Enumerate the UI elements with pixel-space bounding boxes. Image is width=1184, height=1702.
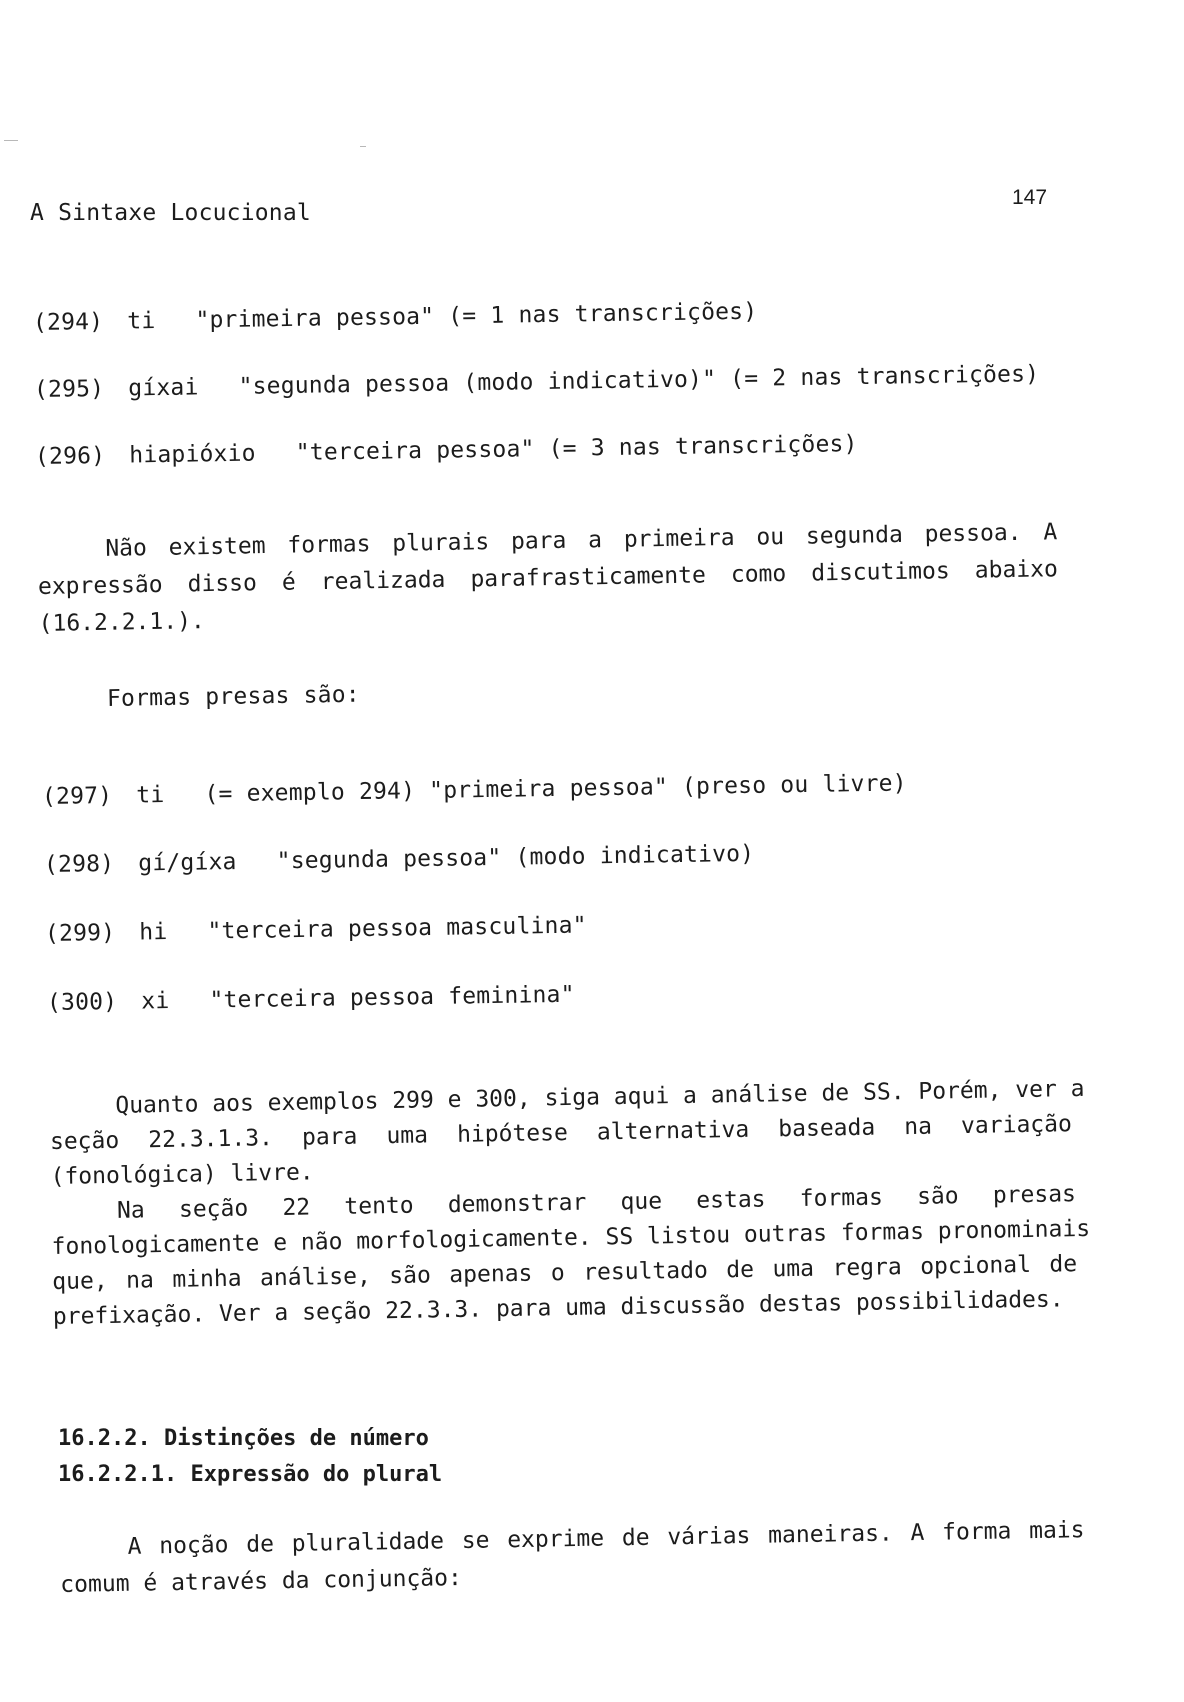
paragraph-line: (fonológica) livre. — [50, 1159, 314, 1190]
example-word: xi — [141, 988, 170, 1015]
example-gloss: "terceira pessoa feminina" — [209, 981, 575, 1014]
example-word: ti — [127, 308, 156, 335]
example-word: gíxai — [128, 374, 199, 402]
paragraph-line: prefixação. Ver a seção 22.3.3. para uma discussão destas possibilidades. — [52, 1286, 1064, 1330]
scan-artifact — [4, 140, 18, 141]
paragraph-no-plural-forms — [37, 514, 1059, 643]
example-word: gí/gíxa — [138, 848, 237, 877]
bound-forms-intro: Formas presas são: — [106, 681, 361, 712]
paragraph-analysis-ss — [49, 1072, 1085, 1195]
example-294 — [33, 299, 758, 336]
paragraph-line: (16.2.2.1.). — [38, 608, 206, 637]
example-word: hi — [139, 919, 168, 946]
paragraph-phonological-bound — [51, 1177, 1091, 1335]
paragraph-line: seção 22.3.1.3. para uma hipótese alternativa baseada na variação — [49, 1111, 1073, 1155]
example-gloss: "terceira pessoa masculina" — [207, 912, 587, 945]
scan-artifact — [360, 146, 366, 147]
example-number: (299) — [44, 919, 116, 947]
example-gloss: (= exemplo 294) "primeira pessoa" (preso ou livre) — [204, 770, 907, 808]
paragraph-line: Na seção 22 tento demonstrar que estas formas são presas — [116, 1181, 1077, 1224]
example-number: (297) — [41, 782, 113, 810]
example-word: ti — [136, 782, 165, 809]
example-295 — [34, 361, 1040, 403]
example-number: (294) — [32, 308, 104, 336]
paragraph-line: A noção de pluralidade se exprime de várias maneiras. A forma mais — [127, 1517, 1085, 1560]
paragraph-line: expressão disso é realizada parafrasticamente como discutimos abaixo — [37, 556, 1059, 600]
paragraph-line: Quanto aos exemplos 299 e 300, siga aqui a análise de SS. Porém, ver a — [115, 1075, 1085, 1119]
example-gloss: "segunda pessoa (modo indicativo)" (= 2 nas transcrições) — [238, 361, 1040, 400]
paragraph-line: Não existem formas plurais para a primeira ou segunda pessoa. A — [105, 519, 1058, 562]
example-number: (296) — [34, 442, 106, 470]
page-number: 147 — [1012, 186, 1048, 209]
example-number: (295) — [33, 375, 105, 403]
example-number: (300) — [46, 988, 118, 1016]
paragraph-plurality — [59, 1512, 1085, 1604]
example-gloss: "primeira pessoa" (= 1 nas transcrições) — [195, 298, 758, 334]
running-title: A Sintaxe Locucional — [30, 200, 311, 226]
example-297 — [42, 770, 907, 810]
section-heading: 16.2.2. Distinções de número — [58, 1426, 429, 1451]
example-gloss: "terceira pessoa" (= 3 nas transcrições) — [295, 431, 858, 466]
paragraph-line: fonologicamente e não morfologicamente. SS listou outras formas pronominais — [51, 1215, 1091, 1261]
example-gloss: "segunda pessoa" (modo indicativo) — [276, 840, 755, 875]
subsection-heading: 16.2.2.1. Expressão do plural — [58, 1462, 443, 1487]
paragraph-line: que, na minha análise, são apenas o resultado de uma regra opcional de — [52, 1251, 1078, 1295]
example-300 — [47, 982, 575, 1016]
example-299 — [45, 912, 587, 947]
paragraph-line: comum é através da conjunção: — [60, 1564, 463, 1598]
example-word: hiapióxio — [129, 440, 256, 469]
example-298 — [44, 841, 755, 878]
example-number: (298) — [43, 850, 115, 878]
example-296 — [35, 431, 858, 470]
